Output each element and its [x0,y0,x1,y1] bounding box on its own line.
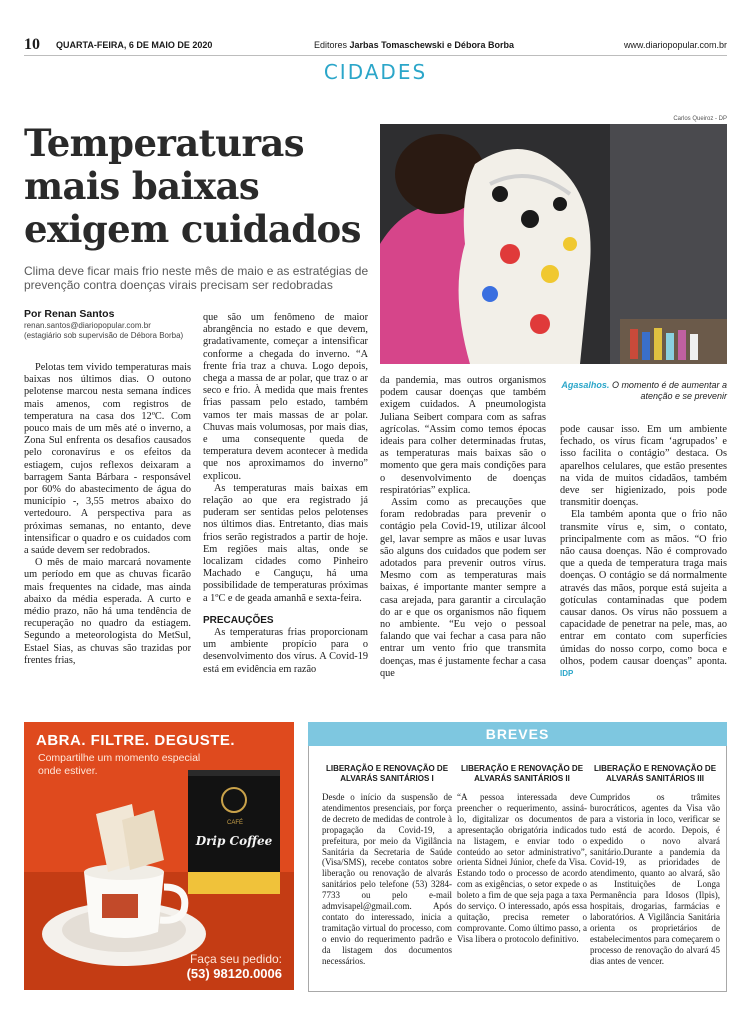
section-title: CIDADES [323,60,428,84]
paragraph: da pandemia, mas outros organismos podem causar doenças que também exigem cuidados. A pneumologista Juliana Seibert compara com as safras agrícolas. “Assim como temos épocas ideais para colher determinadas frutas, as temperaturas mais baixas são o momento que gera mais condições para o desenvolvimento de doenças respiratórias” explica. [380,375,546,496]
paragraph: Assim como as precauções que foram redobradas para prevenir o contágio pela Covid-19, utilizar álcool gel, lavar sempre as mãos e usar luvas são alguns dos cuidados que podem ser adotados para prevenir outros vírus. Mesmo com as temperaturas mais baixas, é importante manter sempre a casa arejada, para garantir a circulação do ar e que os organismos não fiquem no ambiente. “Eu vejo o pessoal falando que vai fechar a casa para não entrar um vento frio que transmita doenças, mas é justamente fechar a casa que [380,497,546,679]
breve-text: “A pessoa interessada deve preencher o requerimento, assiná-lo, digitalizar os documentos de apresentação obrigatória indicados na listagem, e enviar todo o conteúdo ao setor administrativo”, orienta Sidnei Júnior, chefe da Visa. Estando todo o processo de acordo com as exigências, o setor expede o boleto a fim de que seja paga a taxa do serviço. O interessado, após essa quitação, precisa remeter o comprovante. Como último passo, a Visa libera o protocolo definitivo. [457,792,587,944]
paragraph: As temperaturas mais baixas em relação ao que era registrado já puderam ser sentidas pelos pelotenses nos últimos dias. Entretanto, dias mais frios serão registrados a partir de hoje. Em regiões mais altas, onde se localizam cidades como Pinheiro Machado e Canguçu, há uma possibilidade de temperaturas próximas a 1ºC e de geada amanhã e sexta-feira. [203,482,368,604]
page-header [24,36,727,56]
ad-box-product: Drip Coffee [195,834,273,848]
photo-illustration [380,124,727,364]
article-column-4 [560,424,727,680]
author-email: renan.santos@diariopopular.com.br [24,321,151,330]
paragraph: Ela também aponta que o frio não transmite vírus e, sim, o contato, principalmente com as mãos. “O frio não causa doenças. Não é comprovado que a queda de temperatura traga mais doenças. O contágio se dá normalmente através das mãos, porque está sujeita a gotículas contaminadas que podem causar danos. Os vírus não possuem a capacidade de penetrar na pele, mas, ao entrar em contato com superfícies úmidas do nosso corpo, como boca e olhos, podem causar doenças” aponta. IDP [560,509,727,679]
caption-keyword: Agasalhos. [561,380,610,390]
breve-text: Desde o início da suspensão de atendimentos presenciais, por força de decreto de medidas de controle à propagação da Covid-19, a prefeitura, por meio da Vigilância Sanitária da Secretaria de Saúde (Visa/SMS), recebe contatos sobre liberação ou renovação de alvarás sanitários pelo telefone (53) 3284-7733 ou pelo e-mail admvisapel@gmail.com. Após contato do interessado, inicia a tramitação virtual do processo, com o envio do requerimento padrão e da listagem dos documentos necessários. [322,792,452,966]
page-number: 10 [24,36,40,53]
photo-credit: Carlos Queiroz - DP [673,116,727,122]
ad-order-label: Faça seu pedido: [189,952,282,966]
ad-subline: Compartilhe um momento especial onde estiver. [38,752,201,777]
byline [24,308,194,341]
subhead-precaucoes: PRECAUÇÕES [203,614,274,626]
paragraph: O mês de maio marcará novamente um período em que as chuvas ficarão mais frequentes na cidade, mas ainda abaixo da média esperada. A curto e médio prazo, não há uma tendência de recuperação no quadro da estiagem. Segundo a meteorologista do MetSul, Estael Sias, as chuvas são trazidas por frentes frias, [24,557,191,666]
article-column-3 [380,375,546,680]
author-name: Por Renan Santos [24,308,115,320]
article-subheadline: Clima deve ficar mais frio neste mês de maio e as estratégias de prevenção contra doenças virais precisam ser redobradas [24,264,369,292]
coffee-advertisement [24,722,294,990]
breve-item-3 [590,764,720,967]
breve-title: LIBERAÇÃO E RENOVAÇÃO DE ALVARÁS SANITÁRIOS III [593,764,717,783]
article-headline: Temperaturas mais baixas exigem cuidados [24,121,361,251]
edition-date: QUARTA-FEIRA, 6 DE MAIO DE 2020 [56,40,213,50]
paragraph: pode causar isso. Em um ambiente fechado, os vírus ficam ‘agrupados’ e isso facilita o contágio” destaca. Os aparelhos celulares, que estão presentes na vida de muitos cidadãos, também deve ser higienizado, pois pode transmitir doenças. [560,424,727,509]
editors-credit: Editores Jarbas Tomaschewski e Débora Borba [314,40,514,50]
breve-item-1 [322,764,452,967]
article-end-sign: IDP [560,669,574,679]
author-supervision: (estagiário sob supervisão de Débora Borba) [24,331,184,340]
article-photo [380,124,727,364]
paragraph: que são um fenômeno de maior abrangência no estado e que devem, gradativamente, começar a intensificar conforme a chegada do inverno. “A frente fria traz a chuva. Logo depois, chega a massa de ar polar, que traz o ar seco e frio. À medida que mais frentes frias passam pelo estado, também vamos ter mais massas de ar polar. Chuvas mais volumosas, por mais dias, e uma consequente queda de temperatura devem acontecer à medida que nos aproximamos do inverno” explicou. [203,312,368,482]
article-column-1 [24,362,191,667]
article-column-2 [203,312,368,676]
photo-caption [560,380,727,402]
paragraph: Pelotas tem vivido temperaturas mais baixas nos últimos dias. O outono pelotense marcou nesta semana índices mais amenos, com registros de temperatura na casa dos 12ºC. Com pouco mais de um mês até o inverno, a Zona Sul enfrenta os desafios causados pelo coronavírus e os efeitos da estiagem, cujos reflexos deixaram a barragem Santa Bárbara - responsável por 60% do abastecimento de água do município -, 3,55 metros abaixo do vertedouro. A perspectiva para as próximas semanas, no entanto, deve intensificar o quadro e os cuidados com a saúde devem ser redobrados. [24,362,191,557]
breve-title: LIBERAÇÃO E RENOVAÇÃO DE ALVARÁS SANITÁRIOS I [325,764,449,783]
breve-text: Cumpridos os trâmites burocráticos, agentes da Visa vão para a vistoria in loco, verificar se tudo está de acordo. Depois, é expedido o novo alvará sanitário.Durante a pandemia da Covid-19, as prioridades de atendimento, quanto ao alvará, são as Instituições de Longa Permanência para Idosos (Ilpis), hospitais, drogarias, farmácias e laboratórios. A Vigilância Sanitária orienta os proprietários de estabelecimentos para começarem o processo de renovação do alvará 45 dias antes de vencer. [590,792,720,966]
breve-item-2 [457,764,587,945]
breve-title: LIBERAÇÃO E RENOVAÇÃO DE ALVARÁS SANITÁRIOS II [460,764,584,783]
site-url: www.diariopopular.com.br [623,40,727,50]
breves-title: BREVES [308,722,727,746]
ad-phone: (53) 98120.0006 [186,966,282,981]
ad-box-brand: CAFÉ [226,820,243,826]
ad-headline: ABRA. FILTRE. DEGUSTE. [36,732,236,749]
paragraph: As temperaturas frias proporcionam um ambiente propício para o desenvolvimento dos vírus. A Covid-19 está em evidência em razão [203,627,368,675]
caption-text: O momento é de aumentar a atenção e se prevenir [609,380,727,401]
